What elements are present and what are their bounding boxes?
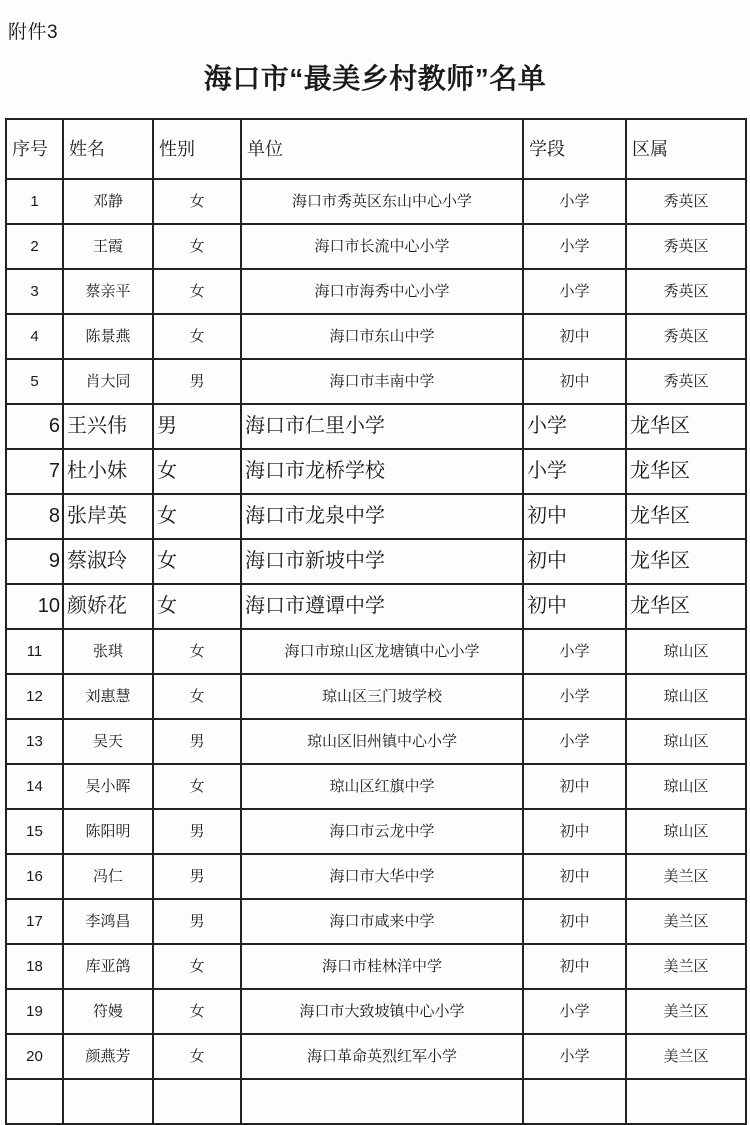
cell-gender: 男 bbox=[153, 359, 241, 404]
cell-stage: 初中 bbox=[523, 854, 626, 899]
cell-name: 蔡亲平 bbox=[63, 269, 153, 314]
header-unit: 单位 bbox=[241, 119, 523, 179]
cell-no: 7 bbox=[6, 449, 63, 494]
cell-unit: 琼山区红旗中学 bbox=[241, 764, 523, 809]
cell-district: 美兰区 bbox=[626, 944, 746, 989]
cell-no: 12 bbox=[6, 674, 63, 719]
cell-name: 邓静 bbox=[63, 179, 153, 224]
table-body bbox=[6, 179, 746, 1124]
cell-no: 11 bbox=[6, 629, 63, 674]
cell-name: 颜燕芳 bbox=[63, 1034, 153, 1079]
cell-unit: 海口市仁里小学 bbox=[241, 404, 523, 449]
cell-unit: 海口市长流中心小学 bbox=[241, 224, 523, 269]
cell-stage: 小学 bbox=[523, 629, 626, 674]
cell-no: 2 bbox=[6, 224, 63, 269]
table-row bbox=[6, 989, 746, 1034]
cell-stage: 小学 bbox=[523, 449, 626, 494]
cell-stage: 初中 bbox=[523, 494, 626, 539]
cell-stage: 小学 bbox=[523, 404, 626, 449]
cell-gender: 男 bbox=[153, 719, 241, 764]
table-row bbox=[6, 314, 746, 359]
table-row bbox=[6, 494, 746, 539]
cell-unit: 海口市大致坡镇中心小学 bbox=[241, 989, 523, 1034]
table-row bbox=[6, 719, 746, 764]
cell-name: 吴天 bbox=[63, 719, 153, 764]
cell-gender: 女 bbox=[153, 1034, 241, 1079]
cell-no: 6 bbox=[6, 404, 63, 449]
table-row bbox=[6, 674, 746, 719]
cell-gender: 女 bbox=[153, 449, 241, 494]
cell-name: 符嫚 bbox=[63, 989, 153, 1034]
table-row bbox=[6, 899, 746, 944]
cell-unit: 海口市大华中学 bbox=[241, 854, 523, 899]
header-district: 区属 bbox=[626, 119, 746, 179]
table-row bbox=[6, 809, 746, 854]
cell-district: 美兰区 bbox=[626, 854, 746, 899]
cell-stage: 初中 bbox=[523, 944, 626, 989]
cell-name: 库亚鸽 bbox=[63, 944, 153, 989]
cell-name: 杜小妹 bbox=[63, 449, 153, 494]
cell-name: 颜娇花 bbox=[63, 584, 153, 629]
header-gender: 性别 bbox=[153, 119, 241, 179]
cell-name: 张琪 bbox=[63, 629, 153, 674]
cell-unit: 海口市海秀中心小学 bbox=[241, 269, 523, 314]
cell-no: 8 bbox=[6, 494, 63, 539]
cell-gender: 女 bbox=[153, 224, 241, 269]
cell-gender: 女 bbox=[153, 179, 241, 224]
cell-gender: 女 bbox=[153, 269, 241, 314]
cell-stage: 小学 bbox=[523, 989, 626, 1034]
cell-stage: 初中 bbox=[523, 764, 626, 809]
table-row bbox=[6, 1034, 746, 1079]
table-row bbox=[6, 224, 746, 269]
cell-no: 3 bbox=[6, 269, 63, 314]
table-row bbox=[6, 944, 746, 989]
cell-unit: 琼山区旧州镇中心小学 bbox=[241, 719, 523, 764]
cell-district: 琼山区 bbox=[626, 674, 746, 719]
cell-district: 琼山区 bbox=[626, 764, 746, 809]
header-row bbox=[6, 119, 746, 179]
cell-no: 14 bbox=[6, 764, 63, 809]
table-row bbox=[6, 584, 746, 629]
cell-unit: 海口市云龙中学 bbox=[241, 809, 523, 854]
page-title: 海口市“最美乡村教师”名单 bbox=[203, 63, 547, 94]
cell-unit: 琼山区三门坡学校 bbox=[241, 674, 523, 719]
cell-district: 琼山区 bbox=[626, 629, 746, 674]
cell-district: 美兰区 bbox=[626, 899, 746, 944]
cell-no: 19 bbox=[6, 989, 63, 1034]
header-no: 序号 bbox=[6, 119, 63, 179]
cell-name: 刘惠慧 bbox=[63, 674, 153, 719]
cell-name: 张岸英 bbox=[63, 494, 153, 539]
cell-district: 龙华区 bbox=[626, 539, 746, 584]
cell-stage: 初中 bbox=[523, 359, 626, 404]
cell-district: 龙华区 bbox=[626, 494, 746, 539]
cell-unit: 海口市秀英区东山中心小学 bbox=[241, 179, 523, 224]
cell-district: 美兰区 bbox=[626, 989, 746, 1034]
cell-gender: 女 bbox=[153, 944, 241, 989]
cell-unit: 海口市遵谭中学 bbox=[241, 584, 523, 629]
table-row bbox=[6, 404, 746, 449]
cell-gender: 女 bbox=[153, 674, 241, 719]
cell-no: 1 bbox=[6, 179, 63, 224]
cell-unit: 海口市咸来中学 bbox=[241, 899, 523, 944]
cell-unit: 海口市东山中学 bbox=[241, 314, 523, 359]
cell-unit: 海口市琼山区龙塘镇中心小学 bbox=[241, 629, 523, 674]
cell-stage: 初中 bbox=[523, 314, 626, 359]
cell-gender: 男 bbox=[153, 404, 241, 449]
header-name: 姓名 bbox=[63, 119, 153, 179]
cell-name: 蔡淑玲 bbox=[63, 539, 153, 584]
teacher-roster-table bbox=[5, 118, 747, 1125]
cell-no: 5 bbox=[6, 359, 63, 404]
cell-district: 龙华区 bbox=[626, 404, 746, 449]
cell-district: 秀英区 bbox=[626, 224, 746, 269]
table-row bbox=[6, 629, 746, 674]
table-row bbox=[6, 854, 746, 899]
cell-district: 秀英区 bbox=[626, 269, 746, 314]
cell-gender: 女 bbox=[153, 629, 241, 674]
table-row bbox=[6, 539, 746, 584]
cell-no: 17 bbox=[6, 899, 63, 944]
cell-district: 龙华区 bbox=[626, 449, 746, 494]
cell-stage: 初中 bbox=[523, 584, 626, 629]
cell-stage: 小学 bbox=[523, 179, 626, 224]
cell-no: 16 bbox=[6, 854, 63, 899]
cell-unit: 海口市新坡中学 bbox=[241, 539, 523, 584]
table-row bbox=[6, 179, 746, 224]
cell-gender: 女 bbox=[153, 764, 241, 809]
cell-unit: 海口革命英烈红军小学 bbox=[241, 1034, 523, 1079]
cell-gender: 男 bbox=[153, 809, 241, 854]
table-row bbox=[6, 359, 746, 404]
cell-gender: 女 bbox=[153, 314, 241, 359]
cell-district: 秀英区 bbox=[626, 179, 746, 224]
cell-name: 王兴伟 bbox=[63, 404, 153, 449]
cell-name: 吴小晖 bbox=[63, 764, 153, 809]
cell-no: 18 bbox=[6, 944, 63, 989]
cell-no: 13 bbox=[6, 719, 63, 764]
header-stage: 学段 bbox=[523, 119, 626, 179]
cell-stage: 初中 bbox=[523, 809, 626, 854]
cell-name: 李鸿昌 bbox=[63, 899, 153, 944]
cell-name: 王霞 bbox=[63, 224, 153, 269]
cell-gender: 男 bbox=[153, 854, 241, 899]
cell-no: 4 bbox=[6, 314, 63, 359]
cell-stage: 小学 bbox=[523, 719, 626, 764]
cell-name: 冯仁 bbox=[63, 854, 153, 899]
cell-district: 秀英区 bbox=[626, 359, 746, 404]
cell-name: 肖大同 bbox=[63, 359, 153, 404]
cell-no: 15 bbox=[6, 809, 63, 854]
cell-name: 陈景燕 bbox=[63, 314, 153, 359]
cell-district: 琼山区 bbox=[626, 719, 746, 764]
cell-gender: 女 bbox=[153, 539, 241, 584]
cell-gender: 女 bbox=[153, 494, 241, 539]
cell-stage: 小学 bbox=[523, 224, 626, 269]
cell-district: 龙华区 bbox=[626, 584, 746, 629]
table-row bbox=[6, 449, 746, 494]
cell-gender: 女 bbox=[153, 584, 241, 629]
cell-stage: 初中 bbox=[523, 539, 626, 584]
cell-unit: 海口市龙桥学校 bbox=[241, 449, 523, 494]
cell-no: 10 bbox=[6, 584, 63, 629]
cell-stage: 小学 bbox=[523, 674, 626, 719]
table-row bbox=[6, 269, 746, 314]
cell-unit: 海口市丰南中学 bbox=[241, 359, 523, 404]
cell-stage: 小学 bbox=[523, 269, 626, 314]
cell-no: 9 bbox=[6, 539, 63, 584]
cell-gender: 女 bbox=[153, 989, 241, 1034]
cell-district: 琼山区 bbox=[626, 809, 746, 854]
attachment-label: 附件3 bbox=[8, 22, 59, 43]
cell-stage: 小学 bbox=[523, 1034, 626, 1079]
cell-no: 20 bbox=[6, 1034, 63, 1079]
table-row bbox=[6, 764, 746, 809]
cell-district: 秀英区 bbox=[626, 314, 746, 359]
cell-unit: 海口市桂林洋中学 bbox=[241, 944, 523, 989]
cell-unit: 海口市龙泉中学 bbox=[241, 494, 523, 539]
cell-stage: 初中 bbox=[523, 899, 626, 944]
cell-name: 陈阳明 bbox=[63, 809, 153, 854]
cell-district: 美兰区 bbox=[626, 1034, 746, 1079]
cell-gender: 男 bbox=[153, 899, 241, 944]
